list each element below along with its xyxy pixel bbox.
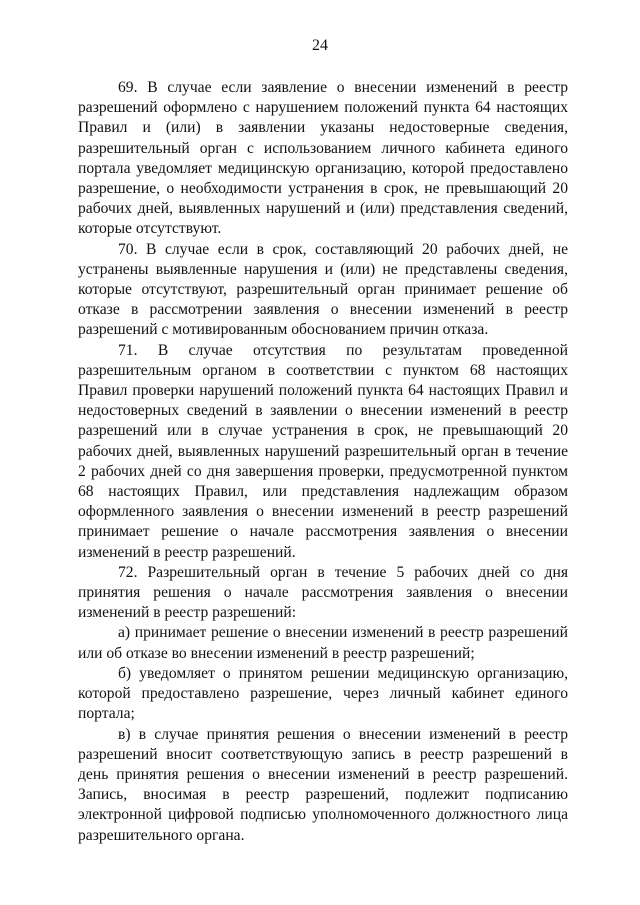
subitem-a: а) принимает решение о внесении изменений в реестр разрешений или об отказе во внесении изменений в реестр разрешений; [78, 624, 568, 662]
body-text [78, 78, 568, 846]
paragraph-71: 71. В случае отсутствия по результатам проведенной разрешительным органом в соответствии с пунктом 68 настоящих Правил проверки нарушений положений пункта 64 настоящих Правил и недостоверных сведений в заявлении о внесении изменений в реестр разрешений или в случае устранения в срок, не превышающий 20 рабочих дней, выявленных нарушений разрешительный орган в течение 2 рабочих дней со дня завершения проверки, предусмотренной пунктом 68 настоящих Правил, или представления надлежащим образом оформленного заявления о внесении изменений в реестр разрешений принимает решение о начале рассмотрения заявления о внесении изменений в реестр разрешений. [78, 341, 568, 561]
subitem-v: в) в случае принятия решения о внесении изменений в реестр разрешений вносит соответствующую запись в реестр разрешений в день принятия решения о внесении изменений в реестр разрешений. Запись, вносимая в реестр разрешений, подлежит подписанию электронной цифровой подписью уполномоченного должностного лица разрешительного органа. [78, 725, 568, 844]
subitem-b: б) уведомляет о принятом решении медицинскую организацию, которой предоставлено разрешение, через личный кабинет единого портала; [78, 664, 568, 723]
page-number: 24 [312, 37, 328, 54]
paragraph-70: 70. В случае если в срок, составляющий 20 рабочих дней, не устранены выявленные нарушения и (или) не представлены сведения, которые отсутствуют, разрешительный орган принимает решение об отказе в рассмотрении заявления о внесении изменений в реестр разрешений с мотивированным обоснованием причин отказа. [78, 240, 568, 339]
paragraph-69: 69. В случае если заявление о внесении изменений в реестр разрешений оформлено с нарушением положений пункта 64 настоящих Правил и (или) в заявлении указаны недостоверные сведения, разрешительный орган с использованием личного кабинета единого портала уведомляет медицинскую организацию, которой предоставлено разрешение, о необходимости устранения в срок, не превышающий 20 рабочих дней, выявленных нарушений и (или) представления сведений, которые отсутствуют. [78, 79, 568, 238]
paragraph-72: 72. Разрешительный орган в течение 5 рабочих дней со дня принятия решения о начале рассмотрения заявления о внесении изменений в реестр разрешений: [78, 563, 568, 622]
